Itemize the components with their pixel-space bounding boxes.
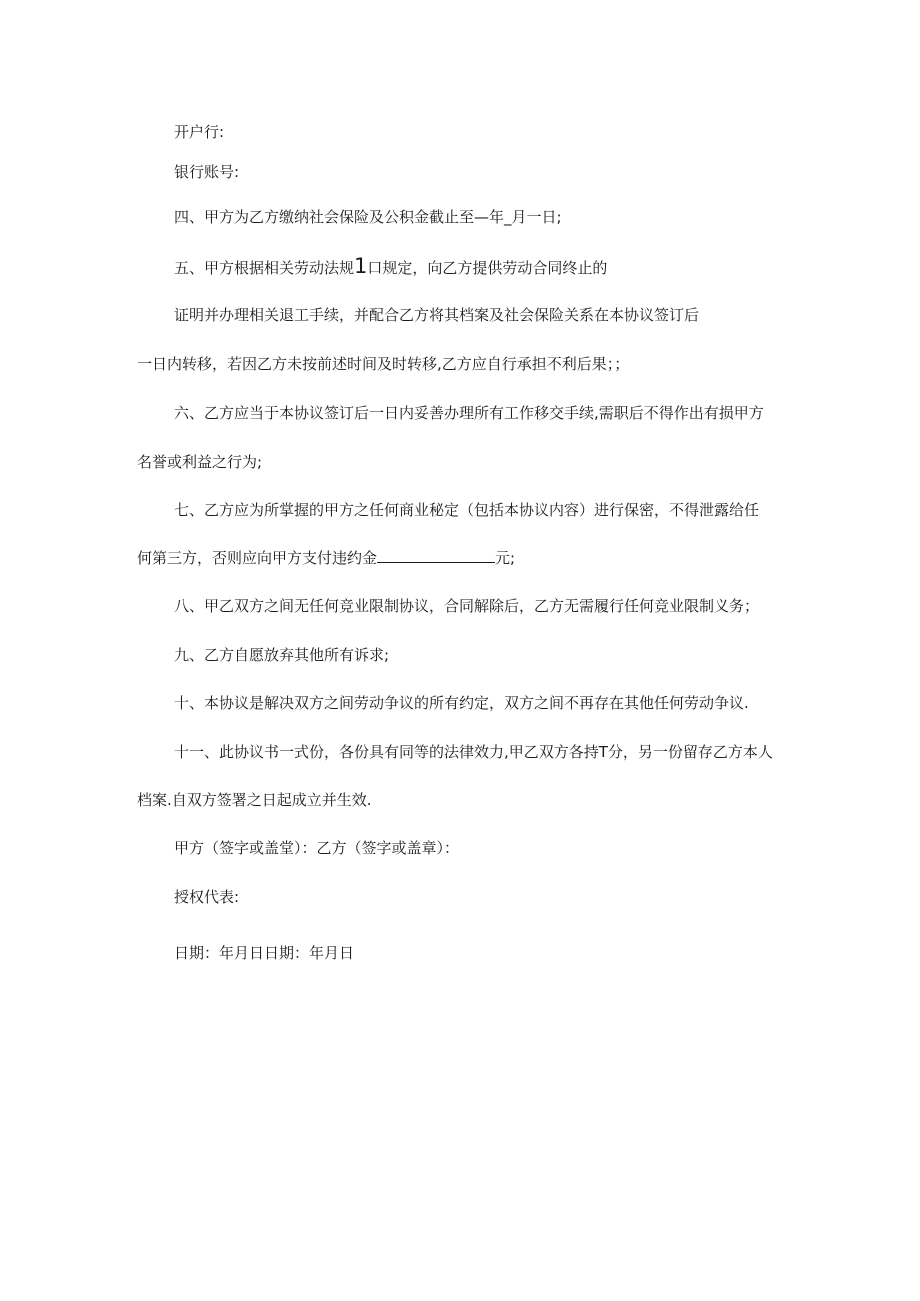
clause-4: 四、甲方为乙方缴纳社会保险及公积金截止至—年_月一日; bbox=[174, 208, 562, 226]
bank-name-line: 开户行: bbox=[174, 123, 225, 141]
clause-5-text-a: 五、甲方根据相关劳动法规 bbox=[174, 259, 355, 277]
date-line: 日期：年月日日期：年月日 bbox=[174, 944, 355, 962]
penalty-amount-blank bbox=[377, 548, 495, 563]
clause-5-line-3: 一日内转移，若因乙方未按前述时间及时转移,乙方应自行承担不利后果；； bbox=[137, 355, 630, 373]
clause-10: 十、本协议是解决双方之间劳动争议的所有约定，双方之间不再存在其他任何劳动争议. bbox=[174, 694, 749, 712]
clause-5-text-b: 口规定，向乙方提供劳动合同终止的 bbox=[367, 259, 608, 277]
clause-7-text-b: 元; bbox=[495, 549, 516, 567]
signature-line: 甲方（签字或盖堂）：乙方（签字或盖章）： bbox=[174, 839, 460, 857]
clause-8: 八、甲乙双方之间无任何竞业限制协议，合同解除后，乙方无需履行任何竞业限制义务； bbox=[174, 597, 760, 615]
clause-11-line-1: 十一、此协议书一式份，各份具有同等的法律效力,甲乙双方各持T分，另一份留存乙方本人 bbox=[174, 743, 773, 761]
clause-5-number: 1 bbox=[354, 254, 368, 278]
clause-11-line-2: 档案.自双方签署之日起成立并生效. bbox=[137, 791, 372, 809]
clause-7-line-1: 七、乙方应为所掌握的甲方之任何商业秘定（包括本协议内容）进行保密，不得泄露给任 bbox=[174, 501, 760, 519]
clause-6-line-2: 名誉或利益之行为; bbox=[137, 453, 263, 471]
clause-6-line-1: 六、乙方应当于本协议签订后一日内妥善办理所有工作移交手续,需职后不得作出有损甲方 bbox=[174, 404, 764, 422]
clause-5-line-2: 证明并办理相关退工手续，并配合乙方将其档案及社会保险关系在本协议签订后 bbox=[174, 306, 700, 324]
clause-7-text-a: 何第三方，否则应向甲方支付违约金 bbox=[137, 549, 378, 567]
clause-9: 九、乙方自愿放弃其他所有诉求; bbox=[174, 646, 390, 664]
bank-account-line: 银行账号: bbox=[174, 163, 240, 181]
authorized-representative: 授权代表: bbox=[174, 888, 240, 906]
clause-5-line-1 bbox=[174, 256, 607, 278]
clause-7-line-2 bbox=[137, 548, 515, 568]
